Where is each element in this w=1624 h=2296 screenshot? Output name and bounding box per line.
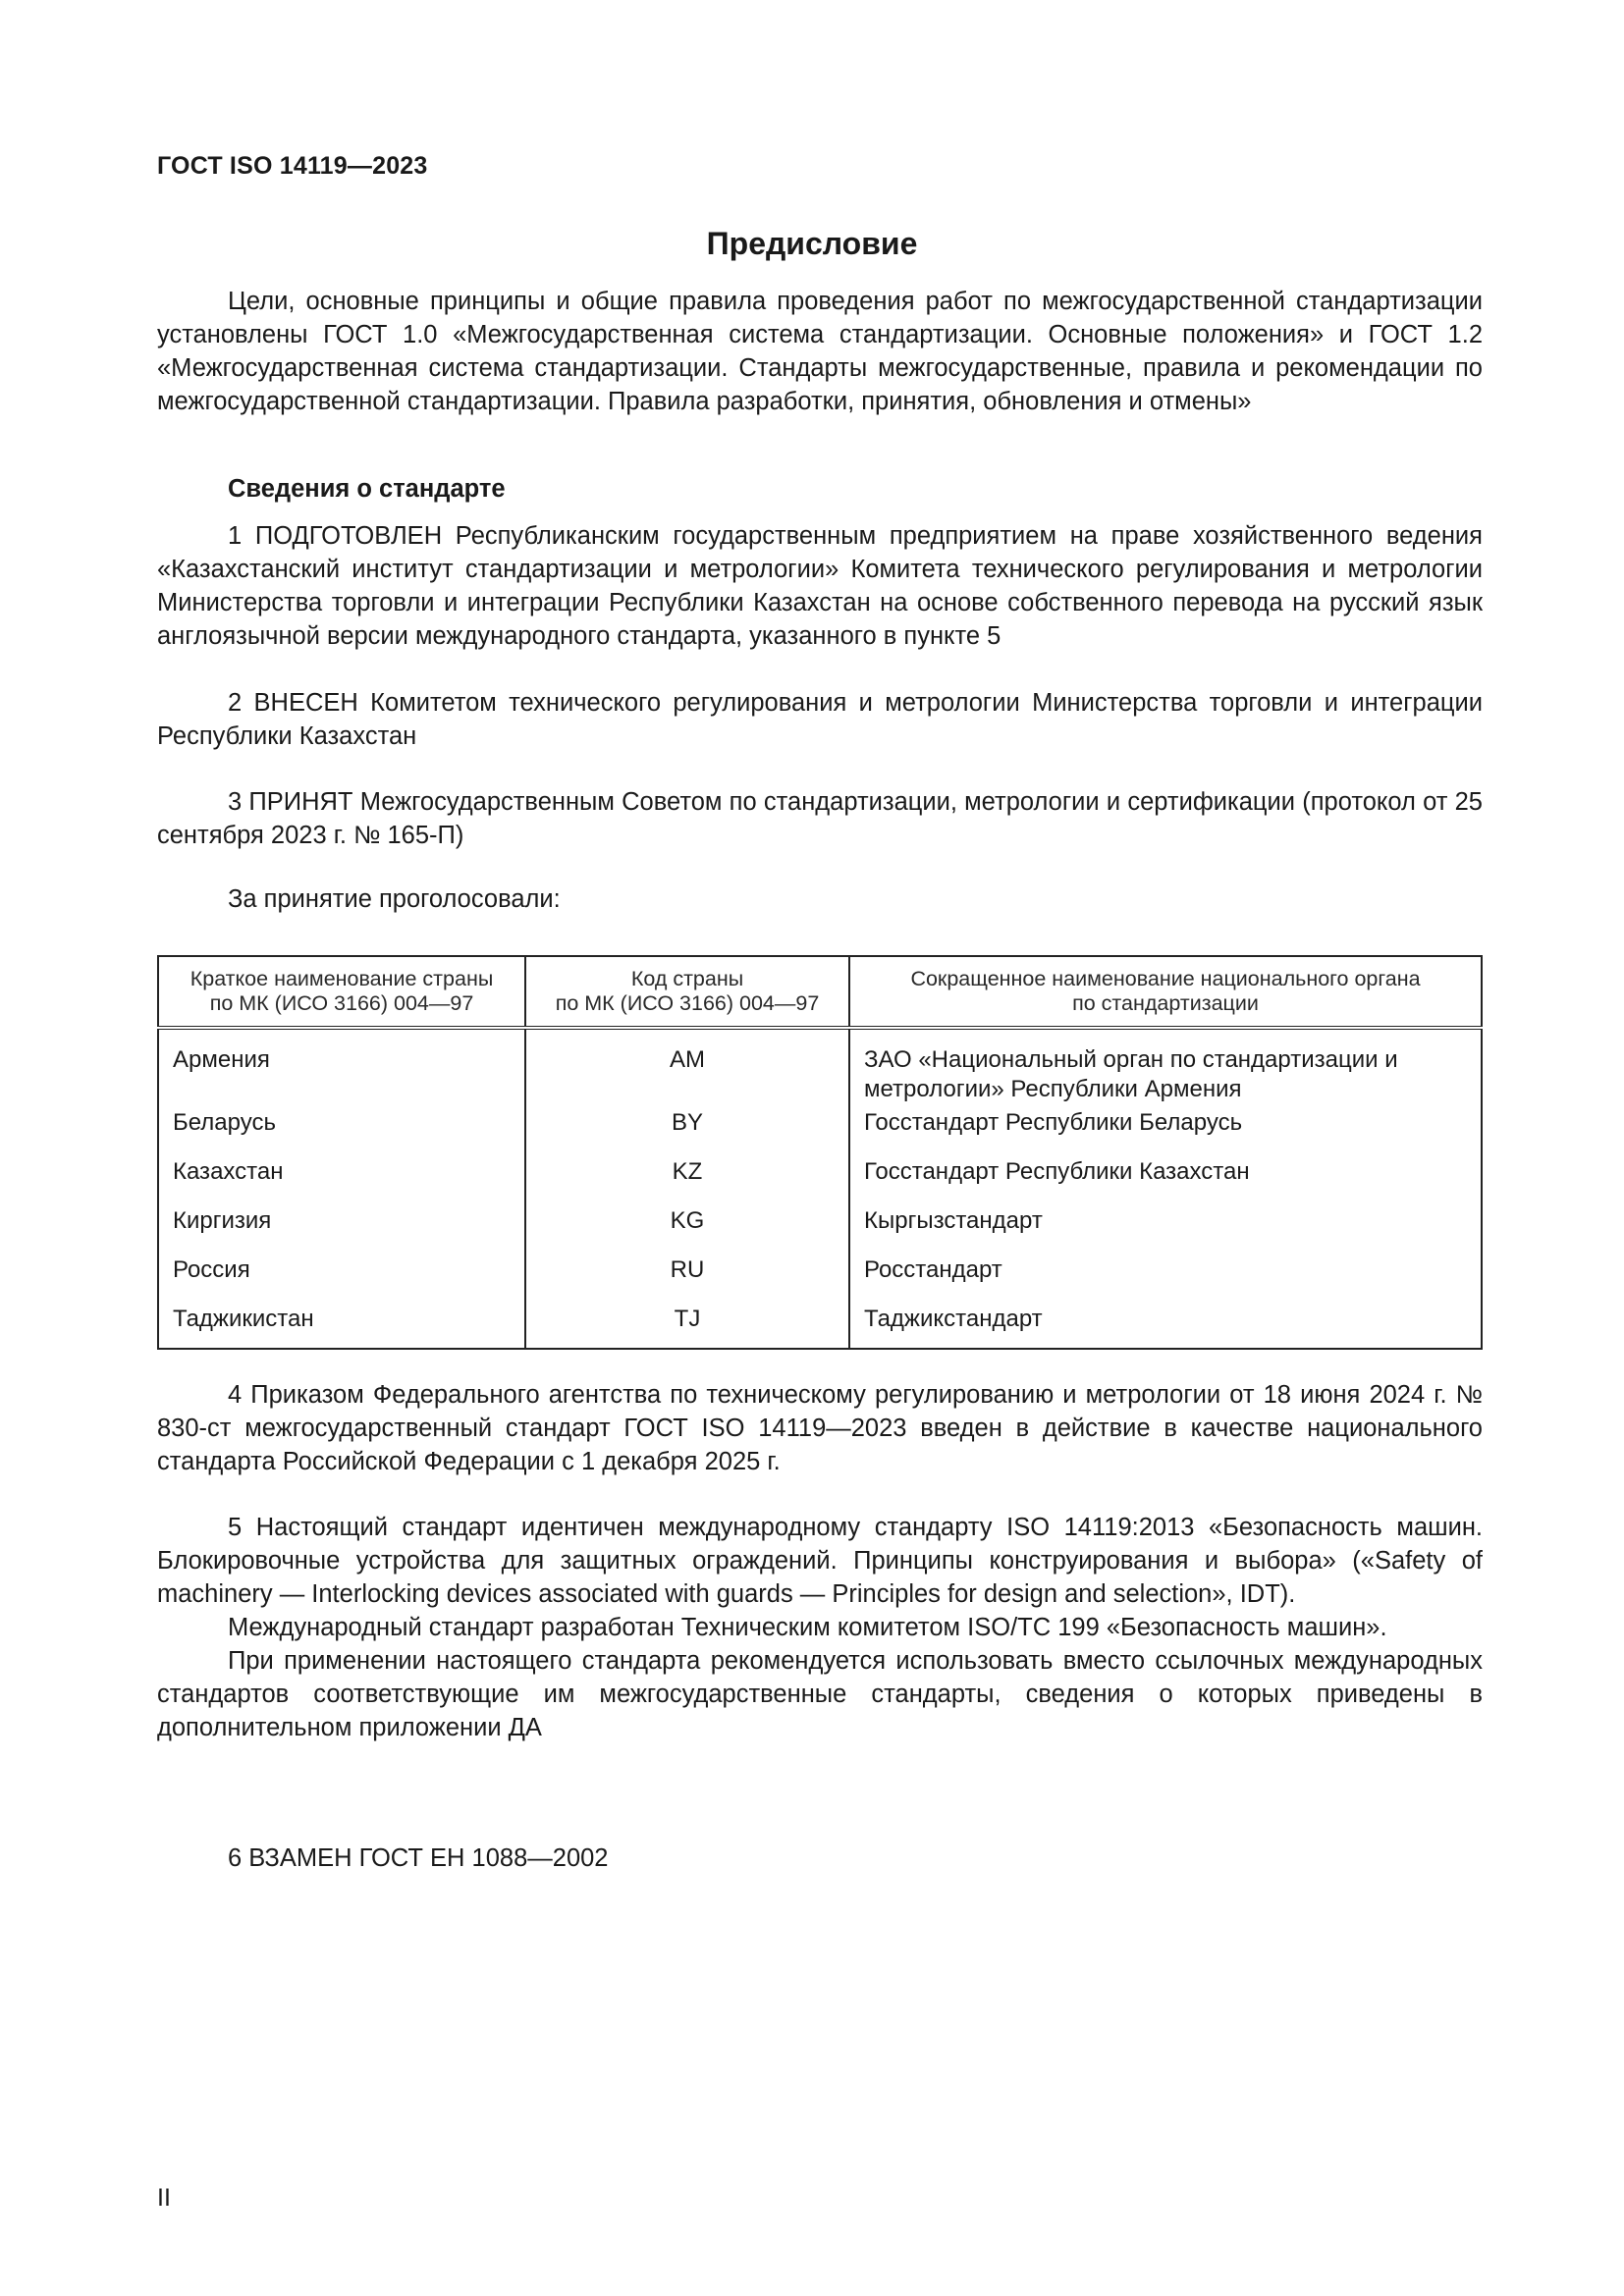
item-3-paragraph bbox=[157, 785, 1483, 852]
item-5a-text: 5 Настоящий стандарт идентичен международному стандарту ISO 14119:2013 «Безопасность машин. Блокировочные устройства для защитных ограждений. Принципы конструирования и выбора» («Safety of machinery — Interlocking devices associated with guards — Principles for design and selection», IDT). bbox=[157, 1514, 1483, 1608]
header-body-line1: Сокращенное наименование национального органа bbox=[910, 967, 1421, 990]
item-5c-text: При применении настоящего стандарта рекомендуется использовать вместо ссылочных международных стандартов соответствующие им межгосударственные стандарты, сведения о которых приведены в дополнительном приложении ДА bbox=[157, 1647, 1483, 1741]
item-5-paragraph bbox=[157, 1511, 1483, 1744]
item-2-text: 2 ВНЕСЕН Комитетом технического регулирования и метрологии Министерства торговли и интеграции Республики Казахстан bbox=[157, 689, 1483, 750]
cell-code: KZ bbox=[525, 1157, 849, 1206]
item-4-paragraph bbox=[157, 1378, 1483, 1478]
item-6-paragraph bbox=[157, 1842, 1483, 1875]
header-country-line2: по МК (ИСО 3166) 004—97 bbox=[209, 991, 474, 1015]
table-row bbox=[158, 1255, 1482, 1305]
table-row bbox=[158, 1108, 1482, 1157]
cell-code: BY bbox=[525, 1108, 849, 1157]
table-row bbox=[158, 1157, 1482, 1206]
header-body bbox=[849, 956, 1482, 1028]
header-code bbox=[525, 956, 849, 1028]
table-row bbox=[158, 1305, 1482, 1349]
intro-text: Цели, основные принципы и общие правила проведения работ по межгосударственной стандартизации установлены ГОСТ 1.0 «Межгосударственная система стандартизации. Основные положения» и ГОСТ 1.2 «Межгосударственная система стандартизации. Стандарты межгосударственные, правила и рекомендации по межгосударственной стандартизации. Правила разработки, принятия, обновления и отмены» bbox=[157, 288, 1483, 415]
item-3-text: 3 ПРИНЯТ Межгосударственным Советом по стандартизации, метрологии и сертификации (протокол от 25 сентября 2023 г. № 165-П) bbox=[157, 788, 1483, 849]
cell-body: Таджикстандарт bbox=[849, 1305, 1482, 1349]
cell-body: ЗАО «Национальный орган по стандартизации и метрологии» Республики Армения bbox=[849, 1028, 1482, 1108]
cell-code: RU bbox=[525, 1255, 849, 1305]
intro-paragraph bbox=[157, 285, 1483, 418]
header-country bbox=[158, 956, 525, 1028]
member-countries-table bbox=[157, 955, 1483, 1350]
cell-country: Киргизия bbox=[158, 1206, 525, 1255]
cell-body: Кыргызстандарт bbox=[849, 1206, 1482, 1255]
header-code-line2: по МК (ИСО 3166) 004—97 bbox=[555, 991, 820, 1015]
cell-body: Госстандарт Республики Беларусь bbox=[849, 1108, 1482, 1157]
table-row bbox=[158, 1206, 1482, 1255]
section-subheading: Сведения о стандарте bbox=[228, 475, 506, 503]
item-1-paragraph bbox=[157, 519, 1483, 653]
cell-body: Росстандарт bbox=[849, 1255, 1482, 1305]
cell-country: Россия bbox=[158, 1255, 525, 1305]
page-number: II bbox=[157, 2184, 171, 2212]
cell-code: AM bbox=[525, 1028, 849, 1108]
cell-code: TJ bbox=[525, 1305, 849, 1349]
table-header-row bbox=[158, 956, 1482, 1028]
item-1-text: 1 ПОДГОТОВЛЕН Республиканским государственным предприятием на праве хозяйственного ведения «Казахстанский институт стандартизации и метрологии» Комитета технического регулирования и метрологии Министерства торговли и интеграции Республики Казахстан на основе собственного перевода на русский язык англоязычной версии международного стандарта, указанного в пункте 5 bbox=[157, 522, 1483, 650]
cell-country: Армения bbox=[158, 1028, 525, 1108]
item-5b-text: Международный стандарт разработан Техническим комитетом ISO/TC 199 «Безопасность машин». bbox=[228, 1614, 1387, 1641]
table-row bbox=[158, 1028, 1482, 1108]
document-code: ГОСТ ISO 14119—2023 bbox=[157, 152, 428, 180]
item-2-paragraph bbox=[157, 686, 1483, 753]
item-6-text: 6 ВЗАМЕН ГОСТ ЕН 1088—2002 bbox=[228, 1844, 609, 1872]
cell-country: Казахстан bbox=[158, 1157, 525, 1206]
cell-country: Беларусь bbox=[158, 1108, 525, 1157]
header-body-line2: по стандартизации bbox=[1072, 991, 1259, 1015]
header-country-line1: Краткое наименование страны bbox=[189, 967, 494, 990]
item-4-text: 4 Приказом Федерального агентства по техническому регулированию и метрологии от 18 июня 2024 г. № 830-ст межгосударственный стандарт ГОСТ ISO 14119—2023 введен в действие в качестве национального стандарта Российской Федерации с 1 декабря 2025 г. bbox=[157, 1381, 1483, 1475]
header-code-line1: Код страны bbox=[630, 967, 744, 990]
cell-code: KG bbox=[525, 1206, 849, 1255]
page-title: Предисловие bbox=[706, 226, 918, 261]
cell-body: Госстандарт Республики Казахстан bbox=[849, 1157, 1482, 1206]
voted-label: За принятие проголосовали: bbox=[228, 885, 561, 913]
cell-country: Таджикистан bbox=[158, 1305, 525, 1349]
